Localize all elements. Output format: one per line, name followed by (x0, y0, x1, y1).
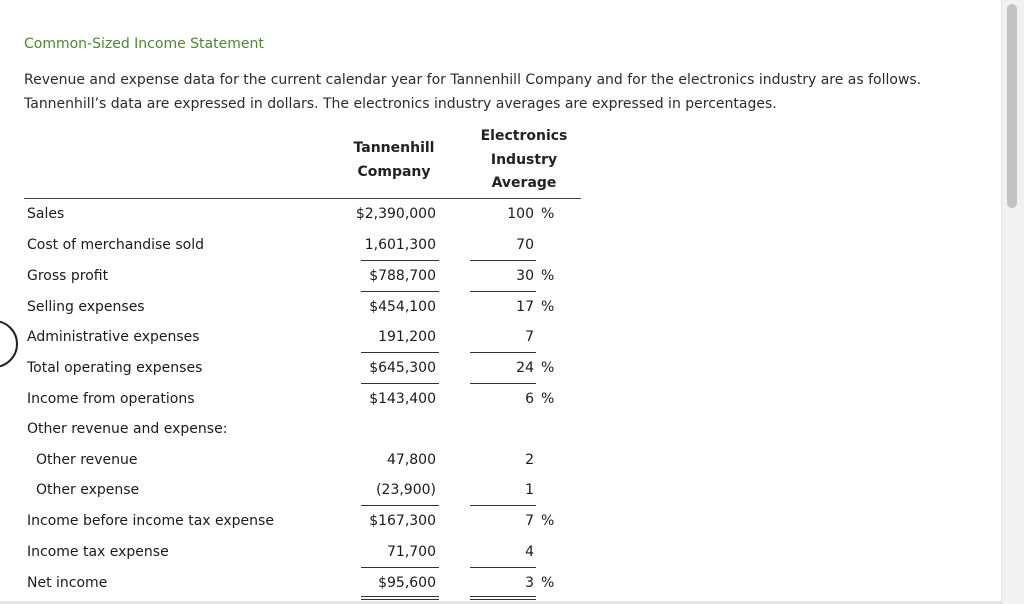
row-label: Other expense (36, 482, 140, 498)
industry-percent: 100 (507, 206, 534, 222)
industry-percent: 6 (525, 391, 534, 407)
company-column-header (346, 137, 442, 184)
row-label: Cost of merchandise sold (27, 237, 205, 253)
subtotal-rule (361, 260, 439, 261)
row-label: Income tax expense (27, 544, 169, 560)
percent-sign: % (541, 513, 555, 529)
industry-percent: 3 (525, 575, 534, 591)
table-row (0, 511, 600, 531)
company-amount: $788,700 (369, 268, 436, 284)
page-title: Common-Sized Income Statement (24, 36, 264, 52)
company-amount: 191,200 (378, 329, 436, 345)
company-header-line: Tannenhill (353, 140, 435, 156)
company-amount: $645,300 (369, 360, 436, 376)
subtotal-rule (470, 291, 536, 292)
company-header-line: Company (357, 163, 431, 180)
company-amount: (23,900) (376, 482, 436, 498)
row-label: Gross profit (27, 268, 109, 284)
table-row (0, 266, 600, 286)
intro-paragraph: Revenue and expense data for the current calendar year for Tannenhill Company and for the electronics industry are as follows. Tannenhill’s data are expressed in dollars. The electronics industry averages are expressed in percentages. (24, 72, 922, 112)
row-label: Selling expenses (27, 299, 145, 315)
total-double-rule (361, 596, 439, 600)
industry-header-line: Average (491, 175, 557, 191)
company-amount: 47,800 (387, 452, 436, 468)
table-row (0, 450, 600, 470)
company-amount: $2,390,000 (355, 206, 436, 222)
industry-percent: 30 (516, 268, 534, 284)
section-label: Other revenue and expense: (27, 421, 228, 437)
subtotal-rule (470, 383, 536, 384)
industry-percent: 1 (525, 482, 534, 498)
header-divider (24, 198, 581, 199)
subtotal-rule (361, 383, 439, 384)
subtotal-rule (361, 291, 439, 292)
percent-sign: % (541, 299, 555, 315)
industry-percent: 7 (525, 513, 534, 529)
table-row (0, 297, 600, 317)
table-row (0, 235, 600, 255)
company-amount: $143,400 (369, 391, 436, 407)
subtotal-rule (470, 505, 536, 506)
industry-percent: 7 (525, 329, 534, 345)
row-label: Income from operations (27, 391, 195, 407)
industry-header-line: Industry (490, 151, 558, 168)
percent-sign: % (541, 206, 555, 222)
industry-percent: 2 (525, 452, 534, 468)
row-label: Sales (27, 206, 65, 222)
percent-sign: % (541, 391, 555, 407)
company-amount: $454,100 (369, 299, 436, 315)
company-amount: 1,601,300 (364, 237, 436, 253)
industry-percent: 17 (516, 299, 534, 315)
table-row (0, 204, 600, 224)
row-label: Net income (27, 575, 108, 591)
subtotal-rule (361, 505, 439, 506)
vertical-scrollbar[interactable] (1001, 0, 1024, 604)
subtotal-rule (470, 567, 536, 568)
industry-percent: 24 (516, 360, 534, 376)
table-row (0, 573, 600, 593)
company-amount: $167,300 (369, 513, 436, 529)
percent-sign: % (541, 268, 555, 284)
company-amount: $95,600 (378, 575, 436, 591)
subtotal-rule (361, 567, 439, 568)
total-double-rule (470, 596, 536, 600)
row-label: Other revenue (36, 452, 138, 468)
table-row (0, 480, 600, 500)
table-row (0, 327, 600, 347)
table-row (0, 542, 600, 562)
section-row (0, 419, 600, 439)
percent-sign: % (541, 575, 555, 591)
industry-percent: 70 (516, 237, 534, 253)
industry-percent: 4 (525, 544, 534, 560)
subtotal-rule (361, 352, 439, 353)
subtotal-rule (470, 260, 536, 261)
row-label: Total operating expenses (27, 360, 203, 376)
industry-header-line: Electronics (480, 128, 568, 144)
row-label: Income before income tax expense (27, 513, 274, 529)
scrollbar-thumb[interactable] (1007, 4, 1017, 208)
row-label: Administrative expenses (27, 329, 200, 345)
industry-column-header (468, 125, 580, 196)
company-amount: 71,700 (387, 544, 436, 560)
table-row (0, 358, 600, 378)
table-row (0, 389, 600, 409)
subtotal-rule (470, 352, 536, 353)
percent-sign: % (541, 360, 555, 376)
